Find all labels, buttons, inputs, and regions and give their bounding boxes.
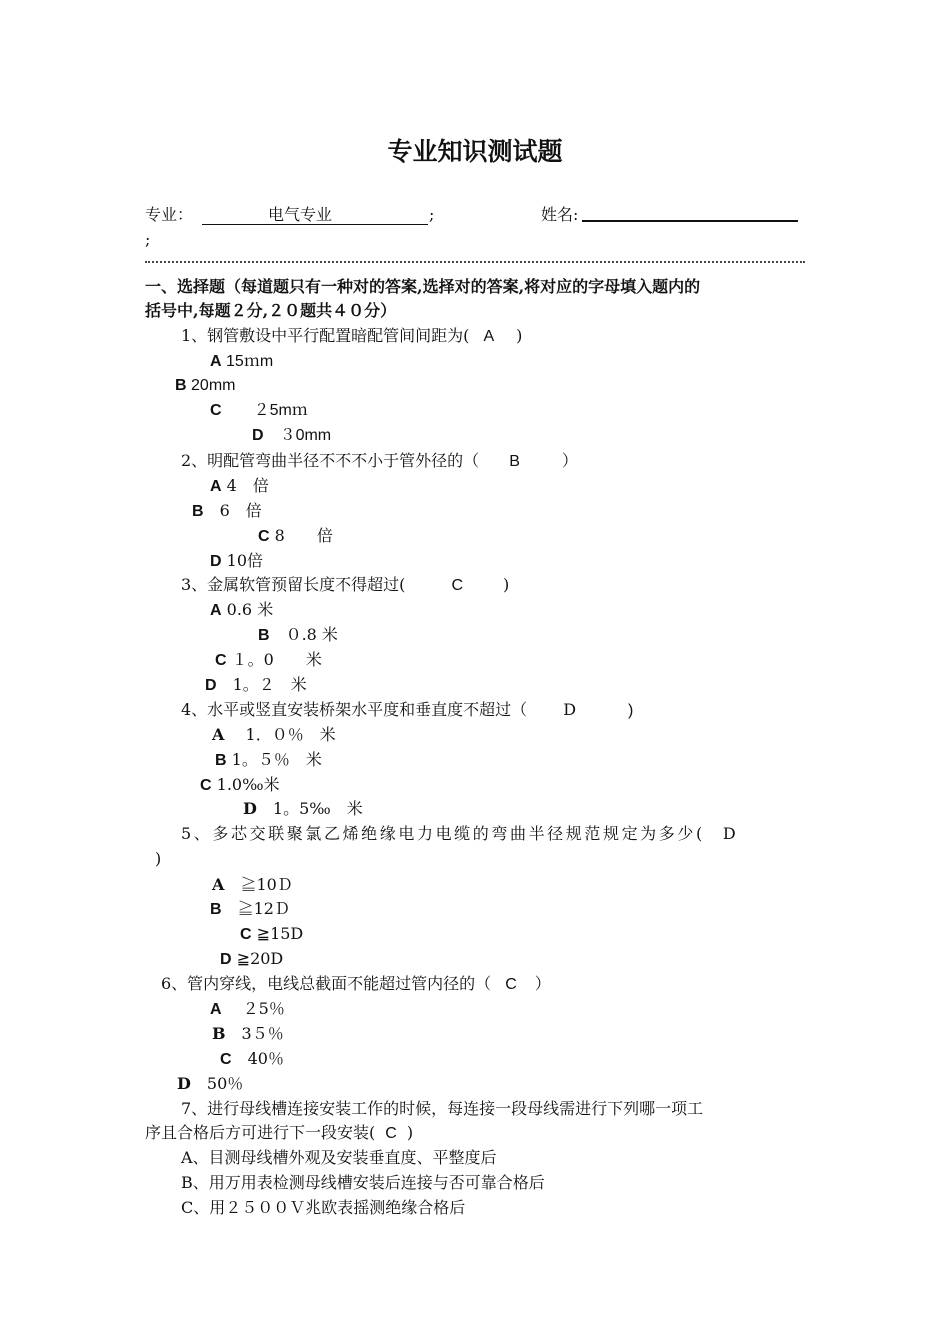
q3-stem: 3、金属软管预留长度不得超过( C )	[181, 575, 510, 594]
major-semicolon: ;	[429, 205, 435, 224]
q3-option-a: A 0.6 米	[210, 600, 274, 619]
q2-option-a: A 4 倍	[210, 476, 269, 495]
major-label: 专业：	[145, 205, 194, 224]
q5-stem-close: )	[155, 849, 162, 868]
dotted-divider	[145, 261, 805, 263]
q6-option-c: C 40％	[220, 1049, 284, 1068]
q1-option-d: D ３0mm	[252, 427, 332, 444]
q3-option-c: C １。0 米	[215, 650, 322, 669]
q7-option-a: A、目测母线槽外观及安装垂直度、平整度后	[181, 1148, 497, 1167]
q5-option-d: D ≧20D	[220, 949, 284, 968]
q6-option-d: D 50％	[177, 1074, 244, 1093]
q2-option-b: B 6 倍	[192, 501, 262, 520]
q3-option-b: B ０.8 米	[258, 625, 338, 644]
major-value: 电气专业	[268, 205, 333, 224]
q6-option-b: B 3５％	[212, 1024, 284, 1043]
page-title: 专业知识测试题	[387, 137, 563, 166]
q7-stem-line2: 序且合格后方可进行下一段安装( C )	[145, 1123, 414, 1142]
q3-option-d: D 1。２ 米	[205, 675, 307, 694]
q1-option-b: B 20mm	[175, 377, 236, 394]
q3-answer: C	[451, 577, 463, 594]
q4-option-a: A 1．０％ 米	[212, 725, 336, 744]
q7-answer: C	[385, 1125, 397, 1142]
section-heading-line1: 一、选择题（每道题只有一种对的答案,选择对的答案,将对应的字母填入题内的	[145, 277, 701, 296]
q7-option-b: B、用万用表检测母线槽安装后连接与否可靠合格后	[181, 1173, 545, 1192]
q6-stem: 6、管内穿线，电线总截面不能超过管内径的（ C ）	[161, 974, 551, 993]
q6-answer: C	[505, 976, 517, 993]
name-underline	[582, 220, 798, 222]
name-label: 姓名:	[541, 205, 579, 224]
q7-stem-line1: 7、进行母线槽连接安装工作的时候，每连接一段母线需进行下列哪一项工	[181, 1099, 704, 1118]
q1-answer: A	[483, 328, 495, 345]
q6-option-a: A ２5％	[210, 999, 285, 1018]
q1-option-a: A 15ｍm	[210, 353, 274, 370]
q4-option-b: B 1。５％ 米	[215, 750, 322, 769]
q4-option-c: C 1.0‰米	[200, 775, 280, 794]
q5-answer: D	[722, 824, 739, 843]
q7-option-c: C、用２５００Ｖ兆欧表摇测绝缘合格后	[181, 1198, 466, 1217]
q2-stem: 2、明配管弯曲半径不不不小于管外径的（ B ）	[181, 451, 578, 470]
q1-option-c: C ２5mｍ	[210, 402, 308, 419]
q1-stem: 1、钢管敷设中平行配置暗配管间间距为( A )	[181, 326, 523, 345]
q5-option-a: A ≧10Ｄ	[212, 875, 293, 894]
q4-stem: 4、水平或竖直安装桥架水平度和垂直度不超过（ D )	[181, 700, 634, 719]
q2-option-c: C 8 倍	[258, 526, 333, 545]
q4-answer: D	[563, 700, 577, 719]
q5-option-c: C ≧15D	[240, 924, 304, 943]
q5-stem: 5、多芯交联聚氯乙烯绝缘电力电缆的弯曲半径规范规定为多少( D	[181, 824, 739, 843]
section-heading-line2: 括号中,每题２分,２０题共４０分）	[145, 301, 397, 320]
q2-option-d: D 10倍	[210, 551, 264, 570]
q2-answer: B	[509, 453, 520, 470]
header-semicolon: ;	[145, 230, 151, 249]
q5-option-b: B ≧12Ｄ	[210, 899, 290, 918]
q4-option-d: D 1。5‰ 米	[243, 799, 363, 818]
